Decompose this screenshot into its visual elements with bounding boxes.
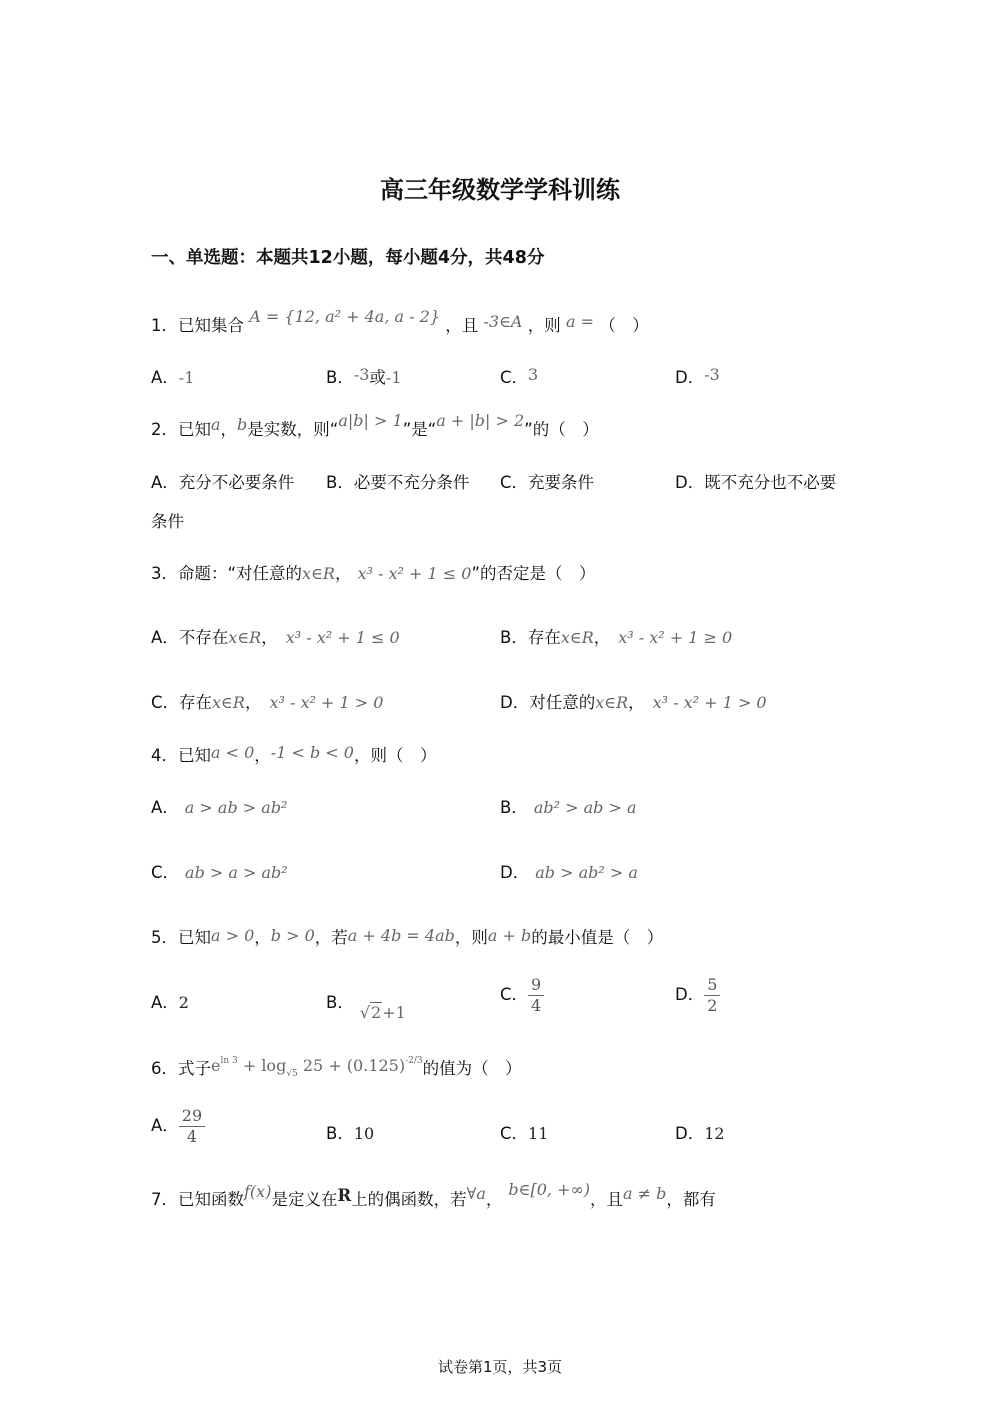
option-label: C．: [500, 1124, 529, 1143]
q2-sep: ，: [220, 420, 238, 439]
fraction-numerator: 5: [704, 975, 720, 996]
option-label: D．: [675, 473, 705, 492]
q2-tail: ”的（ ）: [524, 420, 599, 439]
question-6: [151, 1055, 522, 1082]
q3-option-d[interactable]: [500, 689, 767, 713]
option-label: B．: [500, 798, 528, 817]
option-sep: ，: [244, 693, 262, 712]
q2-mid2: ”是“: [402, 420, 437, 439]
option-text: 充要条件: [528, 473, 595, 492]
option-expr: x³ - x² + 1 ≤ 0: [285, 628, 400, 647]
option-lead: 对任意的: [529, 693, 596, 712]
q1-option-c[interactable]: [500, 364, 538, 388]
q2-option-c[interactable]: [500, 469, 594, 493]
option-domain: x∈R: [212, 693, 245, 712]
option-value: 12: [704, 1124, 725, 1143]
q5-target: a + b: [487, 926, 532, 945]
q3-sep: ，: [334, 564, 352, 583]
page-footer: 试卷第1页，共3页: [437, 1358, 563, 1376]
option-label: B．: [326, 473, 354, 492]
option-value: 3: [528, 365, 539, 384]
q7-range: b∈[0, +∞): [508, 1180, 591, 1199]
q2-cond2: a + |b| > 2: [436, 411, 525, 430]
option-value-a: -3: [353, 365, 370, 384]
q2-option-b[interactable]: [326, 469, 469, 493]
q1-tail: （ ）: [599, 316, 649, 335]
q6-prefix: 6．式子: [151, 1059, 211, 1078]
fraction-denominator: 4: [186, 1127, 198, 1146]
option-text: 充分不必要条件: [178, 473, 295, 492]
q3-tail: ”的否定是（ ）: [471, 564, 596, 583]
option-expr: x³ - x² + 1 ≥ 0: [618, 628, 733, 647]
q6-expr: $e^{ln 3} + \log_{√5} 25 + (0.125)^{-2/3}$: [211, 1056, 423, 1079]
q7-mid1: 是定义在: [271, 1190, 338, 1209]
q2-option-d[interactable]: [675, 469, 836, 493]
q5-cond1: a > 0: [211, 926, 255, 945]
q5-mid: ，若: [314, 928, 348, 947]
option-domain: x∈R: [560, 628, 594, 647]
option-label: C．: [151, 863, 180, 882]
q3-prefix: 3．命题：“对任意的: [151, 564, 303, 583]
option-label: C．: [151, 693, 180, 712]
option-expr: x³ - x² + 1 > 0: [269, 693, 384, 712]
q7-neq: a ≠ b: [623, 1184, 667, 1203]
q5-option-a[interactable]: [151, 989, 189, 1013]
option-label: D．: [675, 985, 705, 1004]
fraction-denominator: 4: [531, 996, 542, 1015]
option-label: B．: [326, 368, 354, 387]
option-sep: ，: [593, 628, 611, 647]
q6-option-d[interactable]: [675, 1120, 725, 1144]
q4-option-c[interactable]: [151, 859, 288, 883]
option-sep: ，: [628, 693, 645, 712]
option-label: D．: [675, 1124, 705, 1143]
option-domain: x∈R: [595, 693, 629, 712]
q2-var-b: b: [237, 415, 248, 434]
q2-var-a: a: [211, 415, 221, 434]
q2-prefix: 2．已知: [151, 420, 211, 439]
option-fraction: [179, 1106, 205, 1147]
q1-option-a[interactable]: [151, 364, 194, 388]
q1-mid2: ，则: [527, 316, 561, 335]
option-lead: 存在: [179, 693, 213, 712]
option-label: A．: [151, 368, 179, 387]
option-label: C．: [500, 473, 529, 492]
q4-option-b[interactable]: [500, 794, 637, 818]
option-value: 11: [528, 1124, 549, 1143]
q5-option-c[interactable]: [500, 975, 544, 1016]
q6-option-c[interactable]: [500, 1120, 548, 1144]
option-expr: x³ - x² + 1 > 0: [652, 693, 767, 712]
question-4: [151, 742, 436, 766]
q7-forall: ∀a: [466, 1184, 486, 1203]
q4-prefix: 4．已知: [151, 746, 211, 765]
question-1: [151, 307, 649, 336]
option-label: A．: [151, 993, 179, 1012]
q5-cond2: b > 0: [270, 926, 315, 945]
fraction-numerator: 9: [528, 975, 544, 996]
q7-function: f(x): [244, 1182, 272, 1201]
option-label: A．: [151, 798, 179, 817]
option-label: D．: [500, 693, 530, 712]
option-label: A．: [151, 473, 179, 492]
q1-condition: -3∈A: [483, 312, 523, 331]
option-sep: ，: [261, 628, 278, 647]
q1-option-b[interactable]: [326, 364, 402, 388]
option-join: 或: [369, 368, 386, 387]
q1-prefix: 1．已知集合: [151, 316, 244, 335]
q3-domain: x∈R: [302, 564, 335, 583]
q5-option-d[interactable]: [675, 975, 720, 1016]
q5-prefix: 5．已知: [151, 928, 211, 947]
option-fraction: [528, 975, 544, 1016]
option-label: B．: [326, 993, 354, 1012]
q4-cond1: a < 0: [211, 743, 255, 762]
q1-ask: a =: [565, 312, 595, 331]
q3-option-a[interactable]: [151, 624, 400, 648]
q5-mid2: ，则: [454, 928, 488, 947]
q4-tail: ，则（ ）: [353, 746, 437, 765]
q6-tail: 的值为（ ）: [422, 1059, 522, 1078]
option-plus: +1: [382, 1003, 406, 1022]
option-value: -1: [178, 368, 195, 387]
q2-cond1: a|b| > 1: [338, 411, 403, 430]
option-domain: x∈R: [228, 628, 262, 647]
option-expr: ab > a > ab²: [185, 863, 288, 882]
question-5: [151, 924, 663, 948]
question-3: [151, 560, 596, 584]
option-lead: 存在: [527, 628, 561, 647]
q5-cond3: a + 4b = 4ab: [347, 926, 455, 945]
q2-option-d-wrap: 条件: [151, 512, 184, 531]
q7-mid3: ，且: [590, 1190, 624, 1209]
q2-mid1: 是实数，则“: [247, 420, 339, 439]
q5-tail: 的最小值是（ ）: [531, 928, 664, 947]
option-text: 既不充分也不必要: [704, 473, 837, 492]
option-label: A．: [151, 1116, 179, 1135]
q3-expr: x³ - x² + 1 ≤ 0: [357, 564, 472, 583]
option-label: B．: [326, 1124, 354, 1143]
option-fraction: [704, 975, 720, 1016]
q4-sep: ，: [254, 746, 271, 765]
q4-option-d[interactable]: [500, 859, 638, 883]
q1-set-expr: A = {12, a² + 4a, a - 2}: [249, 307, 440, 326]
option-label: A．: [151, 628, 179, 647]
q5-option-b[interactable]: [326, 989, 406, 1022]
option-label: C．: [500, 985, 529, 1004]
option-expr: a > ab > ab²: [184, 798, 288, 817]
q1-option-d[interactable]: [675, 364, 720, 388]
q7-tail: ，都有: [666, 1190, 716, 1209]
option-label: C．: [500, 368, 529, 387]
option-label: B．: [500, 628, 528, 647]
q4-option-a[interactable]: [151, 794, 287, 818]
option-value: -3: [704, 365, 720, 384]
q1-mid1: ，且: [445, 316, 479, 335]
q2-option-a[interactable]: [151, 469, 294, 493]
q7-real-set: R: [337, 1186, 352, 1205]
fraction-denominator: 2: [707, 996, 718, 1015]
question-7: [151, 1180, 716, 1210]
q3-option-c[interactable]: [151, 689, 383, 713]
q7-prefix: 7．已知函数: [151, 1190, 244, 1209]
q4-cond2: -1 < b < 0: [270, 743, 354, 762]
q5-sep: ，: [254, 928, 271, 947]
option-radicand: 2: [371, 1003, 382, 1022]
option-expr: ab² > ab > a: [533, 798, 637, 817]
fraction-numerator: 29: [179, 1106, 205, 1127]
page-title: 高三年级数学学科训练: [380, 176, 620, 204]
question-2: [151, 411, 599, 440]
q6-option-b[interactable]: [326, 1120, 374, 1144]
q3-option-b[interactable]: [500, 624, 732, 648]
option-label: D．: [675, 368, 705, 387]
q7-sep: ，: [485, 1190, 503, 1209]
option-value: 10: [353, 1124, 375, 1143]
q7-mid2: 上的偶函数，若: [351, 1190, 467, 1209]
option-value: 2: [178, 993, 189, 1012]
option-value-b: -1: [385, 368, 402, 387]
option-label: D．: [500, 863, 530, 882]
q6-option-a[interactable]: [151, 1106, 205, 1147]
option-lead: 不存在: [178, 628, 229, 647]
option-expr: ab > ab² > a: [535, 863, 638, 882]
option-sqrt: √2: [359, 1003, 382, 1022]
section-heading: 一、单选题：本题共12小题，每小题4分，共48分: [151, 248, 545, 268]
option-text: 必要不充分条件: [353, 473, 470, 492]
